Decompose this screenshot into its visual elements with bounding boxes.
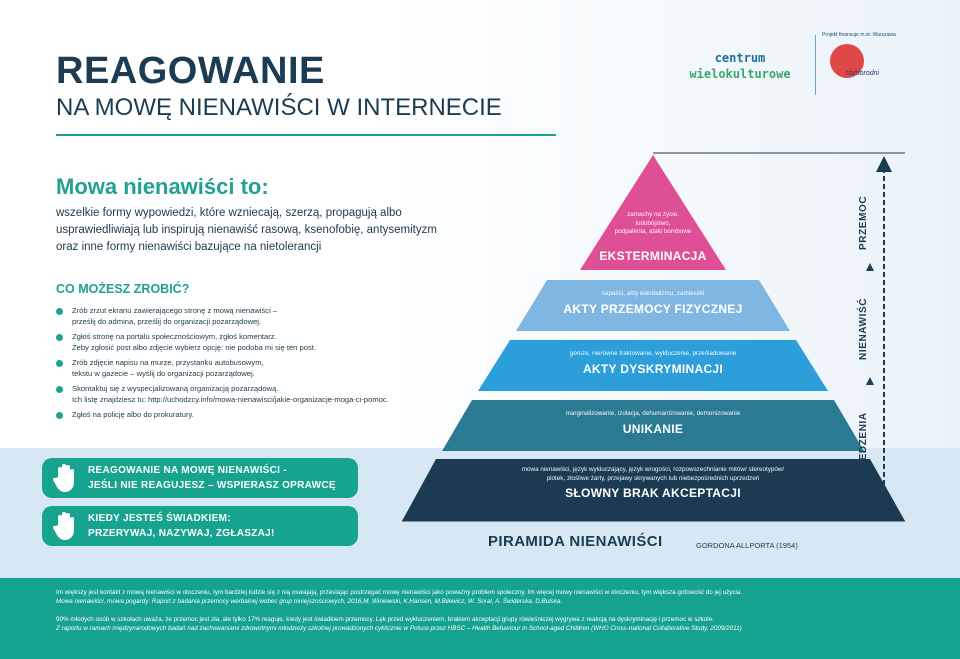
tier-1-desc3: podpalenia, ataki bombowe	[614, 228, 692, 235]
footer-p1: Im większy jest kontakt z mową nienawiści w otoczeniu, tym bardziej ludzie się z nią oswajają, przestając postrzegać mowę nienawiści jako poważny problem społeczny. Im więcej mowy nienawiści w otoczeniu, tym większa gotowość do jej użycia.	[56, 589, 743, 596]
card-line2: JEŚLI NIE REAGUJESZ – WSPIERASZ OPRAWCĘ	[88, 480, 336, 491]
page-subtitle: NA MOWĘ NIENAWIŚCI W INTERNECIE	[56, 94, 502, 121]
action-line1: Zgłoś stronę na portalu społecznościowym, zgłoś komentarz.	[72, 332, 277, 341]
action-line1: Zgłoś na policję albo do prokuratury.	[72, 410, 194, 419]
tier-4-label: UNIKANIE	[622, 421, 684, 436]
tier-1-text	[610, 211, 696, 237]
centrum-logo-line1: centrum	[714, 51, 766, 65]
centrum-logo-line2: wielokulturowe	[689, 67, 791, 81]
pyramid-title: PIRAMIDA NIENAWIŚCI	[488, 533, 663, 550]
action-line2: prześlij do admina, prześlij do organizacji pozarządowej.	[72, 316, 262, 326]
tier-1-desc2: ludobójstwo,	[635, 219, 671, 227]
footer-paragraph-2	[56, 616, 916, 633]
footer-p1-source: Mowa nienawiści, mowa pogardy: Raport z badania przemocy werbalnej wobec grup mniejszościowych, 2016,M. Winiewski, K.Hansen, M.Bilewicz, W. Soral, A. Świderska, D.Bulska.	[56, 597, 563, 605]
action-line1: Zrób zrzut ekranu zawierającego stronę z mową nienawiści –	[72, 306, 278, 315]
axis-mid-arrow-icon-2	[866, 263, 874, 271]
action-line2: Ich listę znajdziesz tu: http://uchodzcy.info/mowa-nienawisci/jakie-organizacje-moga-ci-pomoc.	[72, 394, 389, 404]
action-line1: Zrób zdjęcie napisu na murze, przystanku autobusowym,	[72, 358, 264, 367]
footer-p2-source: Z raportu w ramach międzynarodowych badań nad zachowaniami zdrowotnymi młodzieży szkolnej prowadzonych cyklicznie w Polsce przez HBSC – Health Behaviour in School-aged Children (WHO Cross-national Collaborative Study, 2009/2011)	[56, 624, 742, 632]
actions-heading: CO MOŻESZ ZROBIĆ?	[56, 282, 190, 296]
tier-2-text	[520, 290, 786, 316]
definition-heading: Mowa nienawiści to:	[56, 174, 269, 199]
tier-3-text	[480, 350, 826, 376]
tier-4-desc: marginalizowanie, izolacja, dehumanizowanie, demonizowanie	[565, 410, 741, 417]
page-title: REAGOWANIE	[56, 50, 325, 92]
tier-3-label: AKTY DYSKRYMINACJI	[582, 361, 724, 376]
pyramid-credit: GORDONA ALLPORTA (1954)	[696, 541, 798, 550]
tier-2-desc: napaści, akty wandalizmu, zamieszki	[601, 290, 705, 297]
axis-label-violence: PRZEMOC	[858, 195, 869, 250]
action-line1: Skontaktuj się z wyspecjalizowaną organizacją pozarządową.	[72, 384, 279, 393]
axis-mid-arrow-icon	[866, 377, 874, 385]
footer-p2: 90% młodych osób w szkołach uważa, że przemoc jest zła, ale tylko 17% reaguje, kiedy jest świadkiem przemocy. Lęk przed wykluczeniem, brakiem akceptacji grupy rówieśniczej wygrywa z reakcją na dyskryminację i przemoc w szkole.	[56, 616, 714, 623]
card-line1: KIEDY JESTEŚ ŚWIADKIEM:	[88, 513, 231, 524]
card-line2: PRZERYWAJ, NAZYWAJ, ZGŁASZAJ!	[88, 528, 275, 539]
footer-paragraph-1	[56, 589, 916, 606]
axis-label-prejudice: UPRZEDZENIA	[858, 412, 869, 490]
tier-5-text	[420, 466, 886, 500]
tier-5-desc1: mowa nienawiści, język wykluczający, język wrogości, rozpowszechnianie mitów/ stereotypów/	[521, 466, 785, 473]
action-line2: tekstu w gazecie – wyślij do organizacji pozarządowej.	[72, 368, 255, 378]
axis-arrow-icon	[876, 156, 892, 172]
action-line2: Żeby zgłosić post albo zdjęcie wybierz opcję: nie podoba mi się ten post.	[72, 342, 316, 352]
tier-1-label-box	[580, 246, 726, 263]
tier-3-desc: gorsze, nierówne traktowanie, wykluczenie, prześladowanie	[569, 350, 737, 357]
card-line1: REAGOWANIE NA MOWĘ NIENAWIŚCI -	[88, 465, 287, 476]
definition-text: wszelkie formy wypowiedzi, które wzniecają, szerzą, propagują albo usprawiedliwiają lub inspirują nienawiść rasową, ksenofobię, antysemityzm oraz inne formy nienawiści bazujące na nietolerancji	[56, 207, 437, 253]
tier-5-label: SŁOWNY BRAK AKCEPTACJI	[565, 486, 741, 500]
tier-5-desc2: plotek, złośliwe żarty, przejawy skrywanych lub niebezpośrednich uprzedzeń	[546, 474, 760, 482]
project-note: Projekt finansuje m.st. Warszawa	[822, 32, 896, 38]
tier-4-text	[446, 410, 860, 436]
tier-2-label: AKTY PRZEMOCY FIZYCZNEJ	[563, 301, 743, 316]
axis-label-hate: NIENAWIŚĆ	[858, 297, 869, 360]
partner-text: różnorodni	[846, 70, 880, 77]
tier-1-label: EKSTERMINACJA	[599, 249, 707, 263]
tier-1-desc1: zamachy na życie,	[627, 211, 679, 218]
